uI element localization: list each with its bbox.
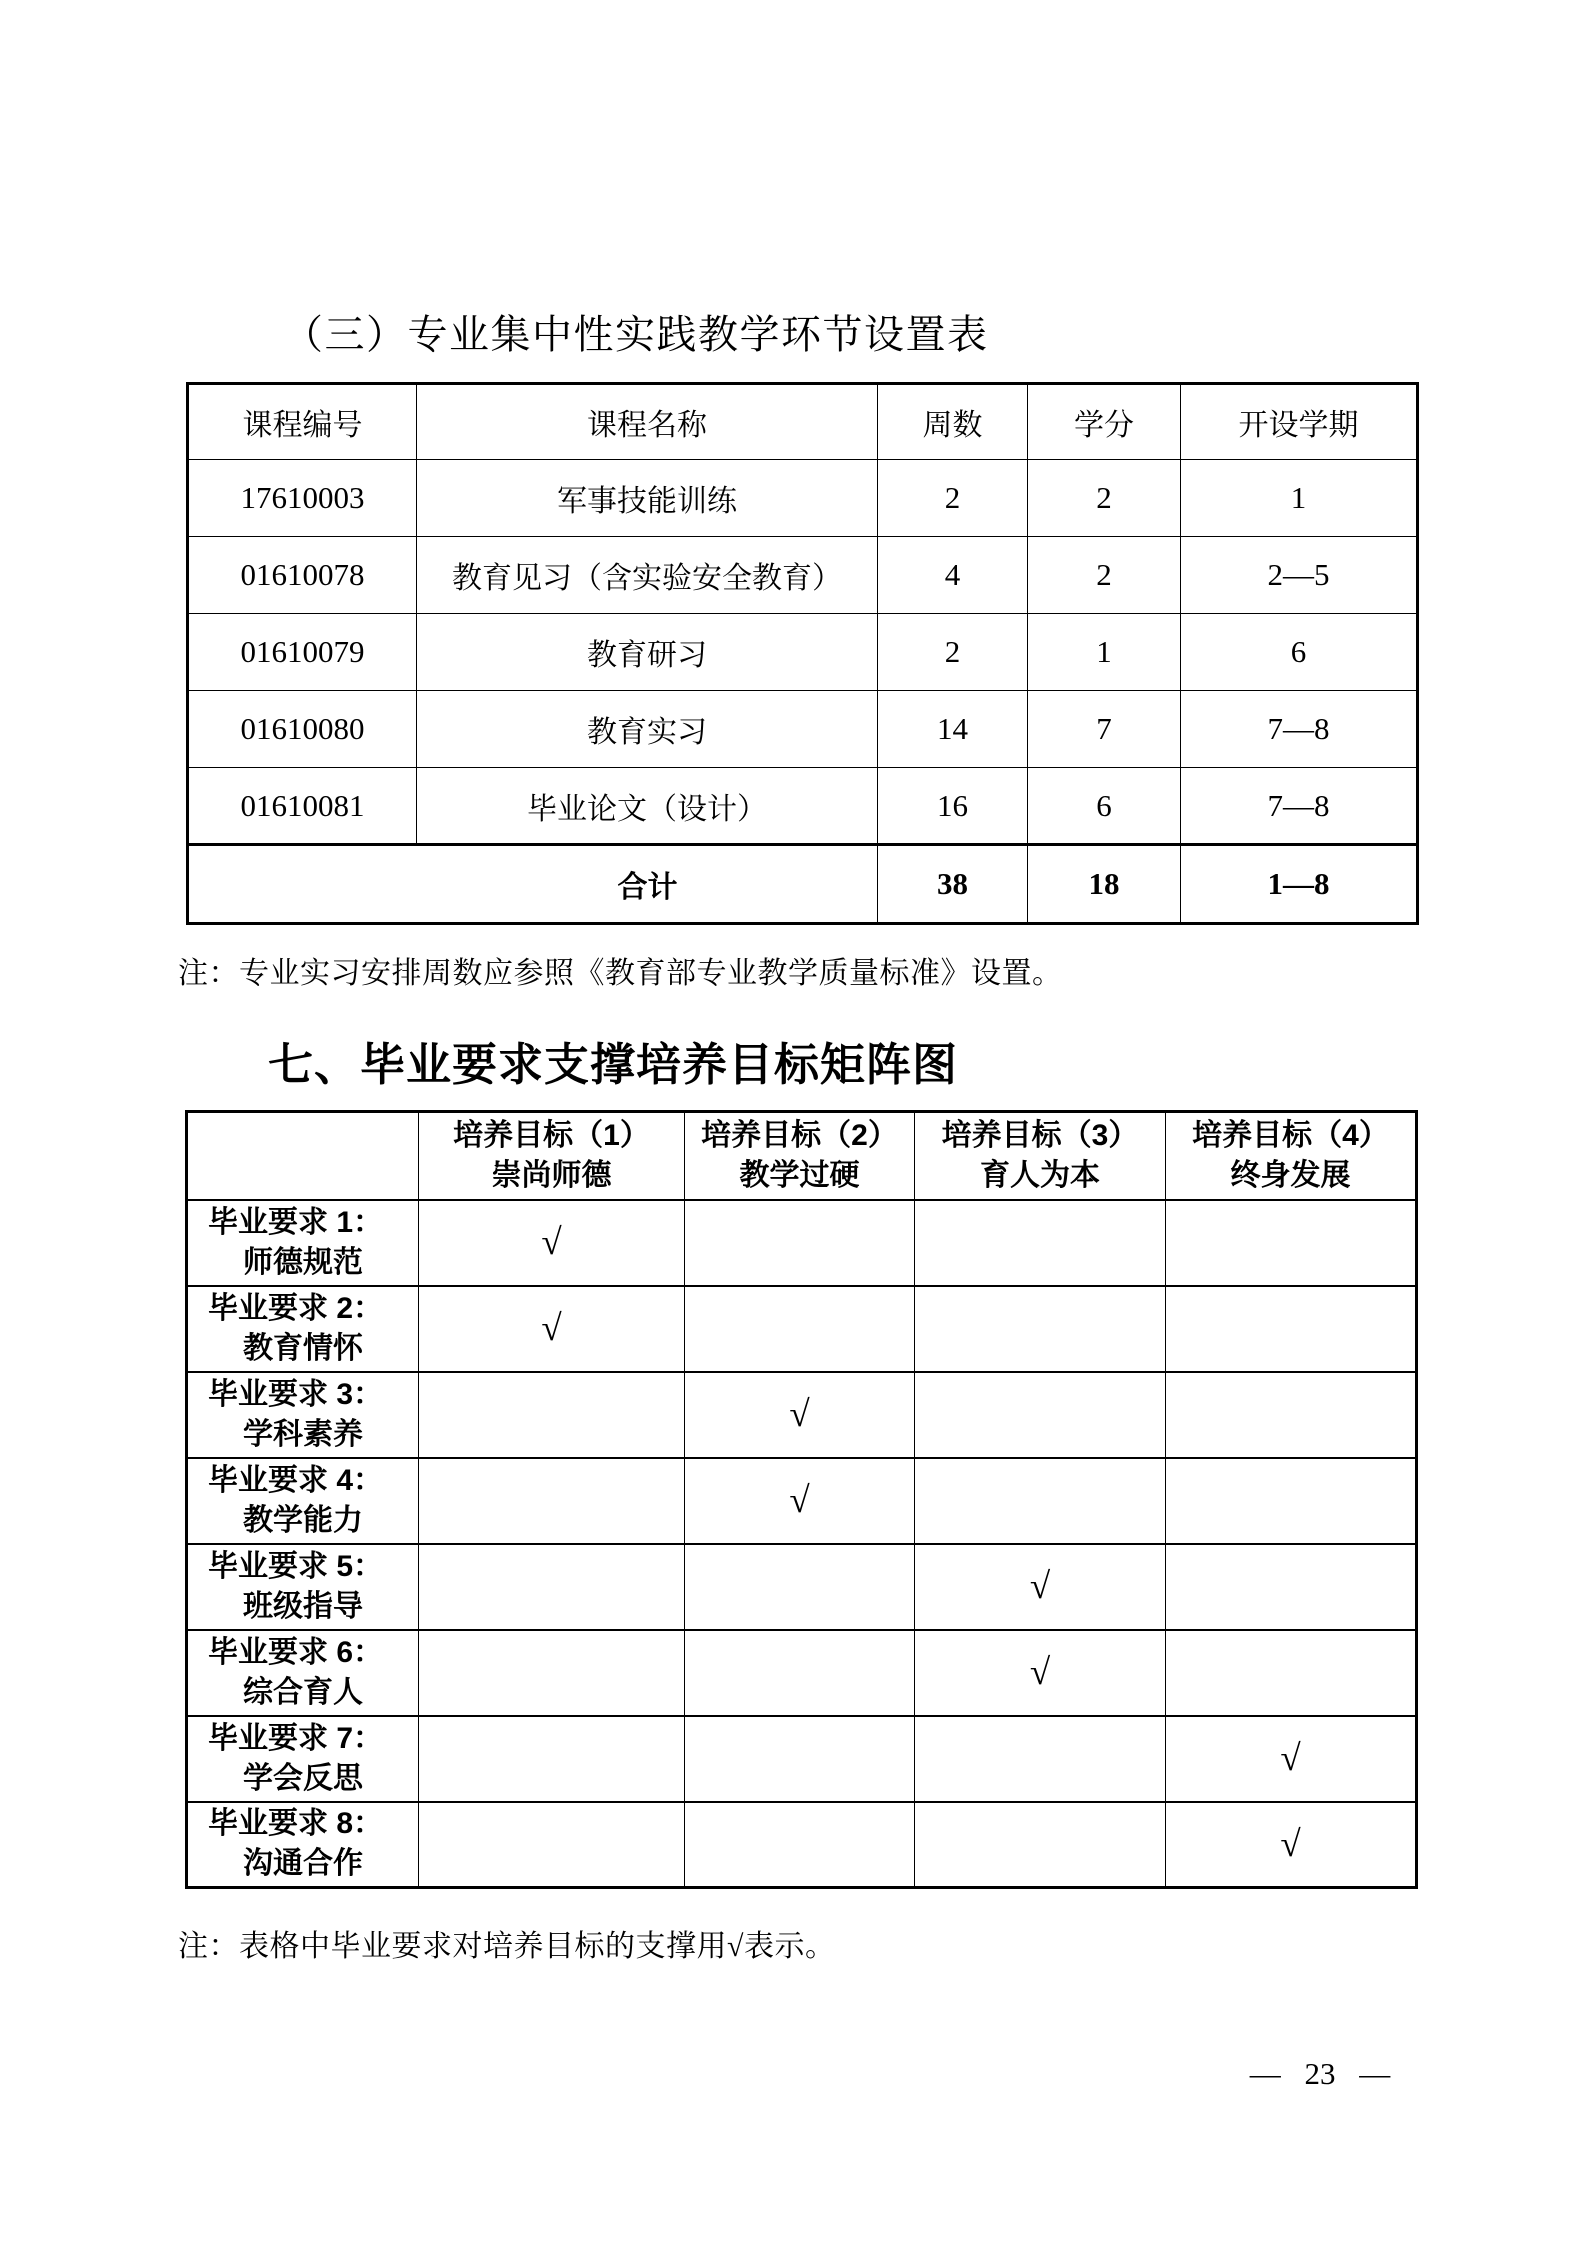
cell-course-name: 毕业论文（设计） [417, 768, 878, 845]
course-table-row [188, 768, 1418, 845]
cell-course-name: 教育实习 [417, 691, 878, 768]
matrix-row-label [187, 1286, 419, 1372]
goal-4-subtitle: 终身发展 [1230, 1158, 1351, 1192]
cell-course-code: 01610081 [188, 768, 417, 845]
requirement-number: 毕业要求 3： [208, 1377, 384, 1411]
requirement-name: 班级指导 [243, 1589, 363, 1623]
matrix-table [185, 1110, 1418, 1889]
header-course-name: 课程名称 [417, 384, 878, 460]
cell-weeks: 2 [878, 614, 1028, 691]
requirement-name: 沟通合作 [243, 1847, 363, 1881]
requirement-name: 师德规范 [243, 1245, 363, 1279]
requirement-number: 毕业要求 2： [208, 1291, 384, 1325]
goal-1-title: 培养目标（1） [453, 1118, 650, 1152]
matrix-check-cell [915, 1716, 1166, 1802]
total-credits-cell: 18 [1028, 845, 1181, 924]
matrix-check-cell [915, 1200, 1166, 1286]
matrix-row-label [187, 1802, 419, 1888]
cell-weeks: 14 [878, 691, 1028, 768]
cell-course-name: 教育研习 [417, 614, 878, 691]
total-weeks-cell: 38 [878, 845, 1028, 924]
requirement-name: 学会反思 [243, 1761, 363, 1795]
cell-course-code: 01610078 [188, 537, 417, 614]
matrix-row [187, 1802, 1417, 1888]
matrix-check-cell [1166, 1544, 1417, 1630]
matrix-check-cell [1166, 1286, 1417, 1372]
cell-course-code: 01610080 [188, 691, 417, 768]
matrix-header-goal-2 [685, 1112, 915, 1200]
matrix-check-cell: √ [685, 1372, 915, 1458]
course-table-row [188, 691, 1418, 768]
course-table [186, 382, 1419, 925]
header-semesters: 开设学期 [1181, 384, 1418, 460]
section1-note: 注：专业实习安排周数应参照《教育部专业教学质量标准》设置。 [178, 957, 1063, 990]
matrix-check-cell [1166, 1200, 1417, 1286]
matrix-row [187, 1544, 1417, 1630]
matrix-header-goal-1 [419, 1112, 685, 1200]
total-semesters-cell: 1—8 [1181, 845, 1418, 924]
requirement-name: 教育情怀 [243, 1331, 363, 1365]
goal-2-subtitle: 教学过硬 [739, 1158, 860, 1192]
matrix-row-label [187, 1544, 419, 1630]
section2-title: 七、毕业要求支撑培养目标矩阵图 [268, 1039, 959, 1090]
requirement-number: 毕业要求 4： [208, 1463, 384, 1497]
matrix-check-cell: √ [1166, 1716, 1417, 1802]
matrix-check-cell: √ [915, 1630, 1166, 1716]
cell-course-code: 01610079 [188, 614, 417, 691]
matrix-row-label [187, 1200, 419, 1286]
matrix-row [187, 1286, 1417, 1372]
matrix-check-cell [915, 1372, 1166, 1458]
course-table-row [188, 537, 1418, 614]
requirement-name: 学科素养 [243, 1417, 363, 1451]
cell-semesters: 7—8 [1181, 691, 1418, 768]
matrix-check-cell: √ [685, 1458, 915, 1544]
matrix-check-cell [915, 1802, 1166, 1888]
section1-title: （三）专业集中性实践教学环节设置表 [283, 312, 989, 357]
matrix-check-cell [419, 1372, 685, 1458]
cell-semesters: 6 [1181, 614, 1418, 691]
matrix-check-cell [685, 1630, 915, 1716]
requirement-number: 毕业要求 7： [208, 1721, 384, 1755]
cell-credits: 1 [1028, 614, 1181, 691]
matrix-row-label [187, 1630, 419, 1716]
matrix-check-cell [419, 1716, 685, 1802]
matrix-check-cell [685, 1802, 915, 1888]
requirement-number: 毕业要求 1： [208, 1205, 384, 1239]
matrix-check-cell [419, 1544, 685, 1630]
goal-1-subtitle: 崇尚师德 [491, 1158, 612, 1192]
matrix-check-cell: √ [419, 1286, 685, 1372]
total-label-cell: 合计 [188, 845, 878, 924]
goal-4-title: 培养目标（4） [1192, 1118, 1389, 1152]
matrix-header-row [187, 1112, 1417, 1200]
matrix-corner-cell [187, 1112, 419, 1200]
cell-weeks: 2 [878, 460, 1028, 537]
matrix-check-cell: √ [419, 1200, 685, 1286]
matrix-row [187, 1200, 1417, 1286]
matrix-check-cell [685, 1200, 915, 1286]
matrix-check-cell [685, 1286, 915, 1372]
matrix-row [187, 1630, 1417, 1716]
matrix-check-cell [915, 1286, 1166, 1372]
matrix-row [187, 1372, 1417, 1458]
cell-semesters: 1 [1181, 460, 1418, 537]
requirement-number: 毕业要求 5： [208, 1549, 384, 1583]
matrix-row-label [187, 1716, 419, 1802]
matrix-check-cell [915, 1458, 1166, 1544]
cell-weeks: 4 [878, 537, 1028, 614]
cell-credits: 7 [1028, 691, 1181, 768]
course-table-row [188, 460, 1418, 537]
header-credits: 学分 [1028, 384, 1181, 460]
matrix-check-cell [1166, 1630, 1417, 1716]
goal-2-title: 培养目标（2） [701, 1118, 898, 1152]
cell-course-code: 17610003 [188, 460, 417, 537]
course-table-row [188, 614, 1418, 691]
cell-semesters: 7—8 [1181, 768, 1418, 845]
requirement-number: 毕业要求 8： [208, 1807, 384, 1841]
cell-weeks: 16 [878, 768, 1028, 845]
cell-credits: 2 [1028, 537, 1181, 614]
matrix-row-label [187, 1458, 419, 1544]
section2-note: 注：表格中毕业要求对培养目标的支撑用√表示。 [178, 1930, 836, 1963]
course-table-header-row [188, 384, 1418, 460]
matrix-check-cell: √ [915, 1544, 1166, 1630]
goal-3-title: 培养目标（3） [941, 1118, 1139, 1152]
cell-credits: 2 [1028, 460, 1181, 537]
goal-3-subtitle: 育人为本 [980, 1158, 1100, 1192]
matrix-check-cell [685, 1544, 915, 1630]
matrix-check-cell [685, 1716, 915, 1802]
matrix-row [187, 1716, 1417, 1802]
cell-semesters: 2—5 [1181, 537, 1418, 614]
course-table-total-row [188, 845, 1418, 924]
matrix-check-cell [419, 1458, 685, 1544]
header-weeks: 周数 [878, 384, 1028, 460]
requirement-name: 教学能力 [243, 1503, 363, 1537]
cell-course-name: 军事技能训练 [417, 460, 878, 537]
cell-course-name: 教育见习（含实验安全教育） [417, 537, 878, 614]
matrix-header-goal-4 [1166, 1112, 1417, 1200]
page-number: — 23 — [1249, 2056, 1391, 2091]
matrix-check-cell [419, 1802, 685, 1888]
cell-credits: 6 [1028, 768, 1181, 845]
header-course-code: 课程编号 [188, 384, 417, 460]
requirement-number: 毕业要求 6： [208, 1635, 384, 1669]
matrix-check-cell: √ [1166, 1802, 1417, 1888]
matrix-check-cell [1166, 1458, 1417, 1544]
matrix-check-cell [419, 1630, 685, 1716]
requirement-name: 综合育人 [243, 1675, 363, 1709]
matrix-row [187, 1458, 1417, 1544]
matrix-header-goal-3 [915, 1112, 1166, 1200]
matrix-check-cell [1166, 1372, 1417, 1458]
matrix-row-label [187, 1372, 419, 1458]
